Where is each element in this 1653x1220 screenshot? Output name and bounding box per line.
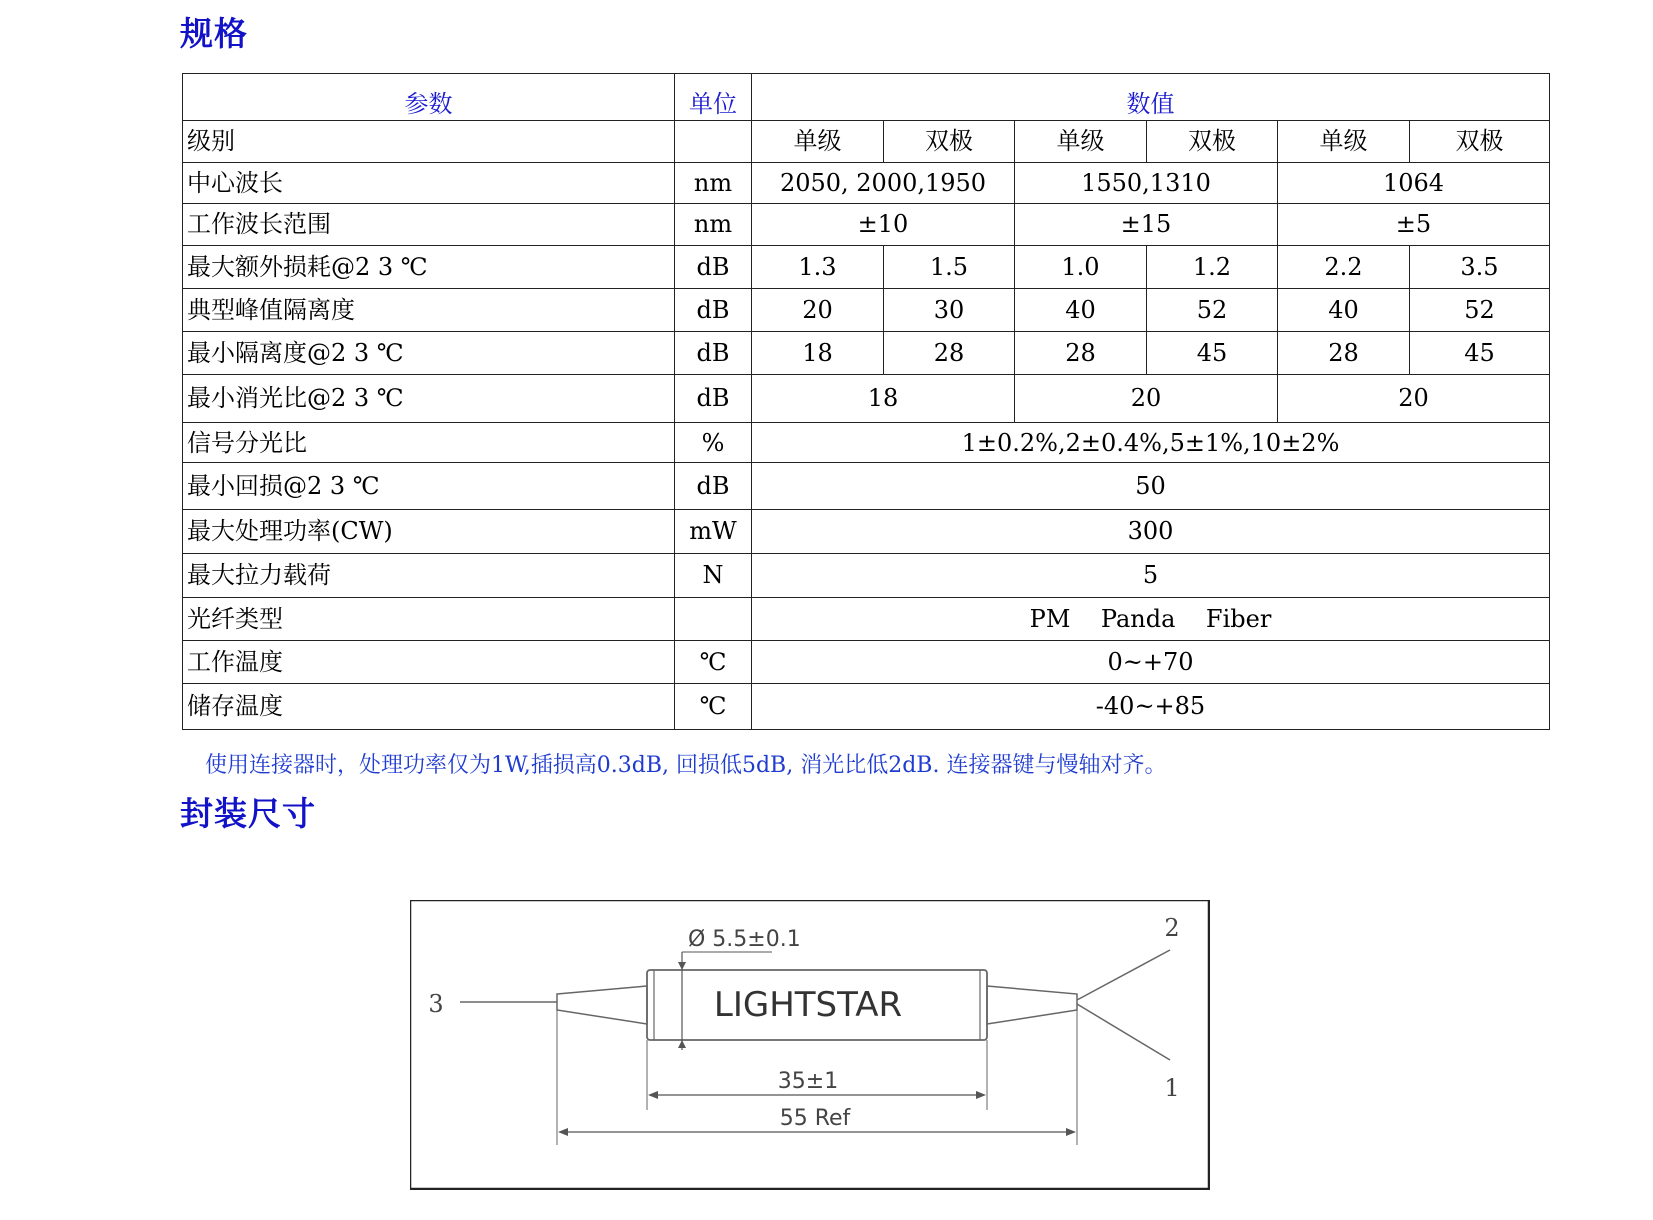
span-cell: -40~+85	[752, 683, 1550, 729]
row-label: 最小回损@2 3 ℃	[183, 463, 675, 509]
table-row	[183, 641, 1550, 683]
row-label: 中心波长	[183, 162, 675, 203]
value-cell: 40	[1015, 289, 1147, 331]
diameter-label: Ø 5.5±0.1	[688, 927, 801, 952]
table-row	[183, 246, 1550, 289]
row-label: 储存温度	[183, 683, 675, 729]
body-length-label: 35±1	[777, 1069, 839, 1094]
row-label: 工作波长范围	[183, 203, 675, 245]
row-unit: ℃	[675, 683, 752, 729]
value-cell: 30	[884, 289, 1015, 331]
row-label: 级别	[183, 121, 675, 162]
brand-label: LIGHTSTAR	[713, 985, 903, 1025]
row-label: 光纤类型	[183, 598, 675, 641]
row-unit	[675, 121, 752, 162]
span-cell: 5	[752, 553, 1550, 597]
package-drawing	[410, 900, 1210, 1190]
grade-cell: 单级	[1278, 121, 1410, 162]
table-row	[183, 331, 1550, 374]
value-cell: 28	[1278, 331, 1410, 374]
value-cell: 1.0	[1015, 246, 1147, 289]
table-row	[183, 509, 1550, 553]
value-cell: 18	[752, 331, 884, 374]
spec-heading: 规格	[180, 14, 248, 53]
value-cell: 28	[884, 331, 1015, 374]
row-unit: dB	[675, 289, 752, 331]
span-cell: 50	[752, 463, 1550, 509]
value-cell: 40	[1278, 289, 1410, 331]
table-row	[183, 553, 1550, 597]
grade-cell: 双极	[1147, 121, 1278, 162]
row-unit: dB	[675, 374, 752, 422]
row-unit: dB	[675, 246, 752, 289]
row-label: 典型峰值隔离度	[183, 289, 675, 331]
group-cell: 2050, 2000,1950	[752, 162, 1015, 203]
port-1-label: 1	[1164, 1074, 1180, 1102]
package-heading: 封装尺寸	[180, 794, 316, 833]
row-unit: ℃	[675, 641, 752, 683]
value-cell: 1.3	[752, 246, 884, 289]
header-unit: 单位	[675, 74, 752, 121]
port-2-label: 2	[1164, 914, 1180, 942]
table-row	[183, 463, 1550, 509]
group-cell: 20	[1278, 374, 1550, 422]
table-row	[183, 289, 1550, 331]
row-label: 工作温度	[183, 641, 675, 683]
row-unit: nm	[675, 162, 752, 203]
row-unit: dB	[675, 463, 752, 509]
header-value: 数值	[752, 74, 1550, 121]
total-length-label: 55 Ref	[779, 1106, 851, 1131]
table-row	[183, 121, 1550, 162]
value-cell: 45	[1147, 331, 1278, 374]
table-row	[183, 162, 1550, 203]
value-cell: 3.5	[1410, 246, 1550, 289]
group-cell: ±15	[1015, 203, 1278, 245]
grade-cell: 单级	[1015, 121, 1147, 162]
row-unit: %	[675, 423, 752, 463]
span-cell: 1±0.2%,2±0.4%,5±1%,10±2%	[752, 423, 1550, 463]
table-row	[183, 374, 1550, 422]
value-cell: 20	[752, 289, 884, 331]
row-unit: nm	[675, 203, 752, 245]
row-label: 最大额外损耗@2 3 ℃	[183, 246, 675, 289]
value-cell: 1.2	[1147, 246, 1278, 289]
row-label: 最小消光比@2 3 ℃	[183, 374, 675, 422]
group-cell: 18	[752, 374, 1015, 422]
spec-table	[182, 73, 1550, 730]
grade-cell: 单级	[752, 121, 884, 162]
row-unit: mW	[675, 509, 752, 553]
grade-cell: 双极	[1410, 121, 1550, 162]
span-cell: 0~+70	[752, 641, 1550, 683]
group-cell: 1064	[1278, 162, 1550, 203]
grade-cell: 双极	[884, 121, 1015, 162]
row-unit: dB	[675, 331, 752, 374]
port-3-label: 3	[428, 990, 444, 1018]
row-unit	[675, 598, 752, 641]
table-row	[183, 203, 1550, 245]
value-cell: 28	[1015, 331, 1147, 374]
row-unit: N	[675, 553, 752, 597]
group-cell: 20	[1015, 374, 1278, 422]
group-cell: ±5	[1278, 203, 1550, 245]
table-row	[183, 598, 1550, 641]
value-cell: 1.5	[884, 246, 1015, 289]
value-cell: 52	[1147, 289, 1278, 331]
span-cell: 300	[752, 509, 1550, 553]
value-cell: 52	[1410, 289, 1550, 331]
table-row	[183, 683, 1550, 729]
row-label: 最小隔离度@2 3 ℃	[183, 331, 675, 374]
row-label: 最大处理功率(CW)	[183, 509, 675, 553]
row-label: 信号分光比	[183, 423, 675, 463]
value-cell: 45	[1410, 331, 1550, 374]
span-cell: PM Panda Fiber	[752, 598, 1550, 641]
row-label: 最大拉力载荷	[183, 553, 675, 597]
drawing-frame	[410, 900, 1209, 1189]
table-row	[183, 423, 1550, 463]
group-cell: 1550,1310	[1015, 162, 1278, 203]
value-cell: 2.2	[1278, 246, 1410, 289]
group-cell: ±10	[752, 203, 1015, 245]
header-param: 参数	[183, 74, 675, 121]
connector-note: 使用连接器时，处理功率仅为1W,插损高0.3dB, 回损低5dB, 消光比低2dB. 连接器键与慢轴对齐。	[205, 753, 1167, 778]
